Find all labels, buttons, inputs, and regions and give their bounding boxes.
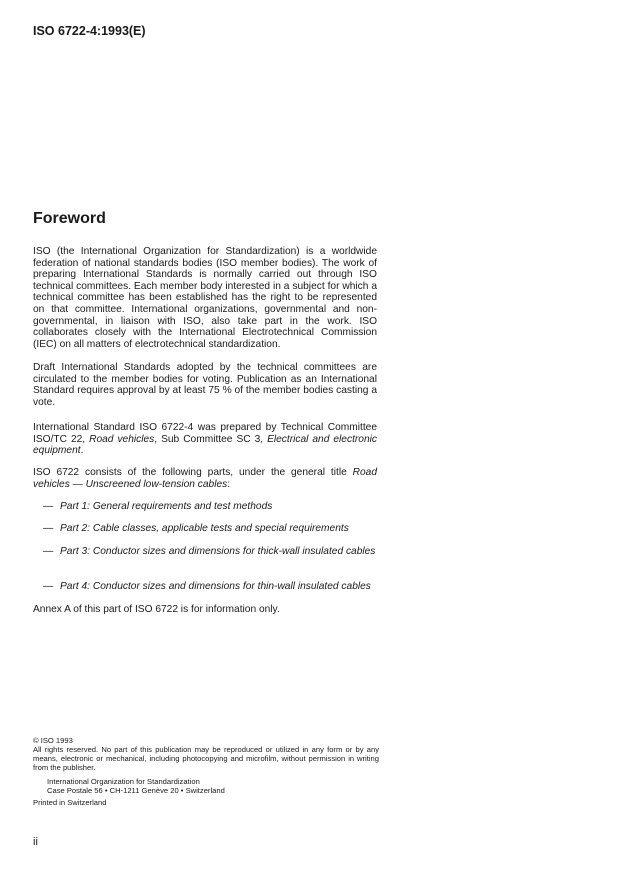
org-name: International Organization for Standardization bbox=[47, 777, 200, 786]
list-item bbox=[43, 501, 377, 513]
part-2-title: Part 2: Cable classes, applicable tests and special requirements bbox=[60, 523, 349, 534]
standard-number: ISO 6722-4:1993(E) bbox=[33, 24, 146, 38]
printed-in: Printed in Switzerland bbox=[33, 798, 107, 807]
p4-end: : bbox=[227, 478, 231, 490]
list-item bbox=[43, 546, 377, 558]
publisher-address bbox=[47, 778, 225, 796]
p3-text-c: . bbox=[80, 445, 84, 457]
dash-bullet: — bbox=[43, 546, 54, 557]
foreword-paragraph-1: ISO (the International Organization for Standardization) is a worldwide federation of national standards bodies (ISO member bodies). The work of preparing International Standards is normally carried out through ISO technical committees. Each member body interested in a subject for which a technical committee has been established has the right to be represented on that committee. International organizations, governmental and non-governmental, in liaison with ISO, also take part in the work. ISO collaborates closely with the International Electrotechnical Commission (IEC) on all matters of electrotechnical standardization. bbox=[33, 246, 377, 350]
copyright-notice: © ISO 1993 bbox=[33, 736, 73, 745]
p3-italic-road-vehicles: Road vehicles bbox=[89, 433, 155, 445]
dash-bullet: — bbox=[43, 581, 54, 592]
part-4-title: Part 4: Conductor sizes and dimensions for thin-wall insulated cables bbox=[60, 581, 371, 592]
foreword-paragraph-3 bbox=[33, 422, 377, 457]
part-1-title: Part 1: General requirements and test methods bbox=[60, 501, 273, 512]
org-address: Case Postale 56 • CH-1211 Genève 20 • Switzerland bbox=[47, 785, 225, 795]
annex-note: Annex A of this part of ISO 6722 is for information only. bbox=[33, 604, 280, 615]
dash-bullet: — bbox=[43, 501, 54, 512]
foreword-heading: Foreword bbox=[33, 210, 106, 227]
p4-text: ISO 6722 consists of the following parts, under the general title bbox=[33, 467, 353, 478]
p4-general-title: Road vehicles — Unscreened low-tension cables bbox=[33, 467, 377, 490]
list-item bbox=[43, 581, 377, 593]
p3-text-b: , Sub Committee SC 3, bbox=[154, 433, 268, 445]
foreword-paragraph-2: Draft International Standards adopted by the technical committees are circulated to the member bodies for voting. Publication as an International Standard requires approval by at least 75 % of the member bodies casting a vote. bbox=[33, 362, 377, 408]
foreword-paragraph-4 bbox=[33, 467, 377, 490]
rights-statement: All rights reserved. No part of this publication may be reproduced or utilized in any form or by any means, electronic or mechanical, including photocopying and microfilm, without permission in writing from the publisher. bbox=[33, 745, 379, 772]
p3-italic-equipment: Electrical and electronic equipment bbox=[33, 433, 377, 457]
list-item bbox=[43, 523, 377, 535]
page-number: ii bbox=[33, 836, 38, 848]
part-3-title: Part 3: Conductor sizes and dimensions for thick-wall insulated cables bbox=[60, 546, 376, 557]
dash-bullet: — bbox=[43, 523, 54, 534]
p3-text-a: International Standard ISO 6722-4 was prepared by Technical Committee ISO/TC 22, bbox=[33, 422, 377, 445]
